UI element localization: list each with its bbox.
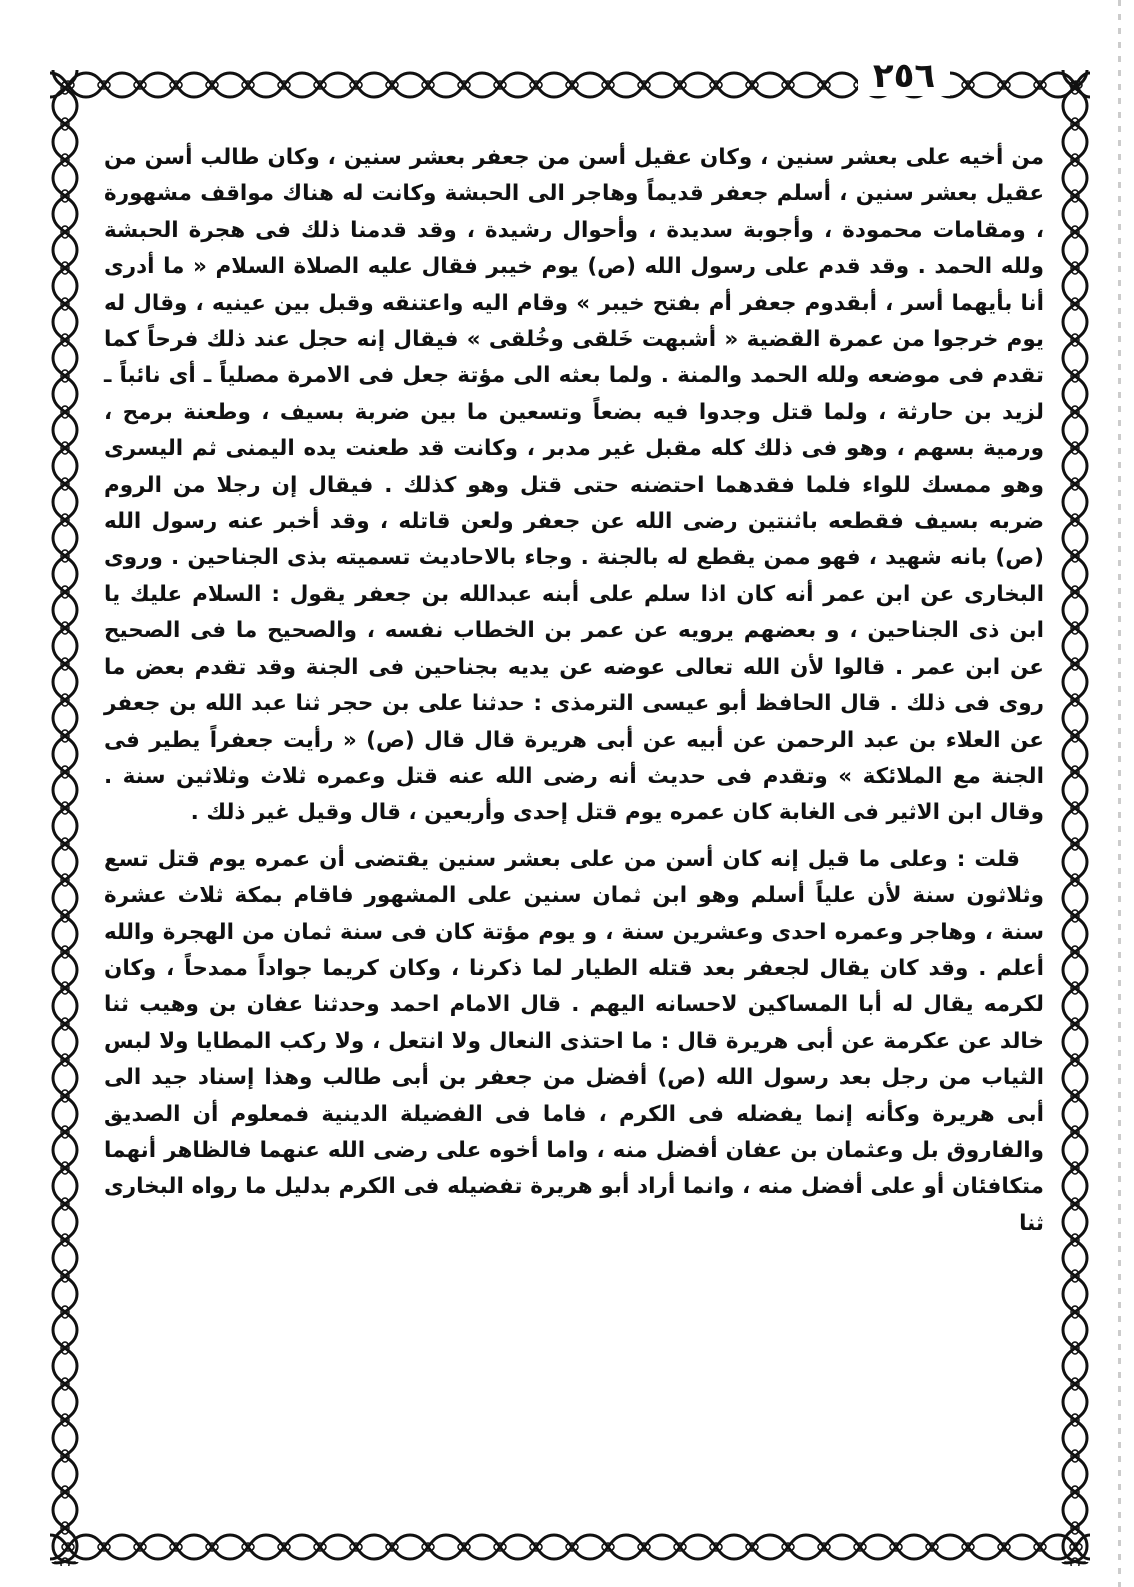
border-motif [590, 1535, 626, 1559]
border-motif [1063, 1294, 1087, 1330]
border-motif [1063, 358, 1087, 394]
border-motif [53, 754, 77, 790]
border-motif [53, 1222, 77, 1258]
border-motif [53, 1474, 77, 1510]
border-motif [1063, 1042, 1087, 1078]
border-motif [1022, 1535, 1058, 1559]
border-motif [1022, 73, 1058, 97]
border-motif [53, 502, 77, 538]
border-motif [1063, 502, 1087, 538]
border-motif [878, 1535, 914, 1559]
border-motif [662, 1535, 698, 1559]
border-motif [302, 73, 338, 97]
border-motif [53, 790, 77, 826]
border-motif [53, 1114, 77, 1150]
border-motif [53, 718, 77, 754]
border-motif [950, 1535, 986, 1559]
border-motif [1063, 1078, 1087, 1114]
border-motif [1063, 754, 1087, 790]
border-motif [518, 1535, 554, 1559]
border-motif [1063, 142, 1087, 178]
border-motif [770, 1535, 806, 1559]
border-motif [374, 1535, 410, 1559]
border-motif [53, 178, 77, 214]
paragraph-1: من أخيه على بعشر سنين ، وكان عقيل أسن من جعفر بعشر سنين ، وكان طالب أسن من عقيل بعشر سنين ، أسلم جعفر قديماً وهاجر الى الحبشة وكانت له هناك مواقف مشهورة ، ومقامات محمودة ، وأجوبة سديدة ، وأحوال رشيدة ، وقد قدمنا ذلك فى هجرة الحبشة ولله الحمد . وقد قدم على رسول الله (ص) يوم خيبر فقال عليه الصلاة السلام « ما أدرى أنا بأيهما أسر ، أبقدوم جعفر أم بفتح خيبر » وقام اليه واعتنقه وقبل بين عينيه ، وقال له يوم خرجوا من عمرة القضية « أشبهت خَلقى وخُلقى » فيقال إنه حجل عند ذلك فرحاً كما تقدم فى موضعه ولله الحمد والمنة . ولما بعثه الى مؤتة جعل فى الامرة مصلياً ـ أى نائباً ـ لزيد بن حارثة ، ولما قتل وجدوا فيه بضعاً وتسعين ما بين ضربة بسيف ، وطعنة برمح ، ورمية بسهم ، وهو فى ذلك كله مقبل غير مدبر ، وكانت قد طعنت يده اليمنى ثم اليسرى وهو ممسك للواء فلما فقدهما احتضنه حتى قتل وهو كذلك . فيقال إن رجلا من الروم ضربه بسيف فقطعه باثنتين رضى الله عن جعفر ولعن قاتله ، وقد أخبر عنه رسول الله (ص) بانه شهيد ، فهو ممن يقطع له بالجنة . وجاء بالاحاديث تسميته بذى الجناحين . وروى البخارى عن ابن عمر أنه كان اذا سلم على أبنه عبدالله بن جعفر يقول : السلام عليك يا ابن ذى الجناحين ، و بعضهم يرويه عن عمر بن الخطاب نفسه ، والصحيح ما فى الصحيح عن ابن عمر . قالوا لأن الله تعالى عوضه عن يديه بجناحين فى الجنة وقد تقدم بعض ما روى فى ذلك . قال الحافظ أبو عيسى الترمذى : حدثنا على بن حجر ثنا عبد الله بن جعفر عن العلاء بن عبد الرحمن عن أبيه عن أبى هريرة قال قال (ص) « رأيت جعفراً يطير فى الجنة مع الملائكة » وتقدم فى حديث أنه رضى الله عنه قتل وعمره ثلاث وثلاثين سنة . وقال ابن الاثير فى الغابة كان عمره يوم قتل إحدى وأربعين ، قال وقيل غير ذلك . [104, 145, 1044, 826]
border-motif [53, 394, 77, 430]
border-motif [1063, 1330, 1087, 1366]
border-motif [986, 1535, 1022, 1559]
border-motif [1063, 1366, 1087, 1402]
border-motif [53, 286, 77, 322]
border-motif [122, 1535, 158, 1559]
border-motif [1063, 970, 1087, 1006]
border-motif [53, 610, 77, 646]
border-motif [626, 1535, 662, 1559]
border-motif [1063, 934, 1087, 970]
border-motif [53, 646, 77, 682]
paragraph-2: قلت : وعلى ما قيل إنه كان أسن من على بعشر سنين يقتضى أن عمره يوم قتل تسع وثلاثون سنة لأن علياً أسلم وهو ابن ثمان سنين على المشهور فاقام بمكة ثلاث عشرة سنة ، وهاجر وعمره احدى وعشرين سنة ، و يوم مؤتة كان فى سنة ثمان من الهجرة والله أعلم . وقد كان يقال لجعفر بعد قتله الطيار لما ذكرنا ، وكان كريما جواداً ممدحاً ، وكان لكرمه يقال له أبا المساكين لاحسانه اليهم . قال الامام احمد وحدثنا عفان بن وهيب ثنا خالد عن عكرمة عن أبى هريرة قال : ما احتذى النعال ولا انتعل ، ولا ركب المطايا ولا لبس الثياب من رجل بعد رسول الله (ص) أفضل من جعفر بن أبى طالب وهذا إسناد جيد الى أبى هريرة وكأنه إنما يفضله فى الكرم ، فاما فى الفضيلة الدينية فمعلوم أن الصديق والفاروق بل وعثمان بن عفان أفضل منه ، واما أخوه على رضى الله عنهما فالظاهر أنهما متكافئان أو على أفضل منه ، وانما أراد أبو هريرة تفضيله فى الكرم بدليل ما رواه البخارى ثنا [104, 846, 1044, 1236]
border-motif [1063, 250, 1087, 286]
border-motif [1063, 1186, 1087, 1222]
border-motif [53, 250, 77, 286]
border-motif [53, 934, 77, 970]
border-motif [1063, 574, 1087, 610]
border-motif [194, 73, 230, 97]
border-motif [230, 1535, 266, 1559]
border-motif [1063, 214, 1087, 250]
border-motif [53, 1258, 77, 1294]
border-motif [446, 73, 482, 97]
border-motif [1063, 430, 1087, 466]
border-motif [53, 214, 77, 250]
border-motif [230, 73, 266, 97]
border-motif [86, 1535, 122, 1559]
border-motif [194, 1535, 230, 1559]
border-motif [53, 1330, 77, 1366]
border-motif [53, 682, 77, 718]
border-motif [1063, 1222, 1087, 1258]
main-text [104, 140, 1044, 1500]
border-motif [1063, 862, 1087, 898]
border-motif [1063, 394, 1087, 430]
border-motif [1063, 790, 1087, 826]
border-motif [554, 73, 590, 97]
border-motif [53, 1402, 77, 1438]
border-motif [1063, 610, 1087, 646]
border-motif [1063, 538, 1087, 574]
border-motif [446, 1535, 482, 1559]
border-motif [806, 73, 842, 97]
border-motif [986, 73, 1022, 97]
border-motif [1063, 466, 1087, 502]
border-motif [53, 1294, 77, 1330]
border-motif [698, 1535, 734, 1559]
border-motif [53, 1366, 77, 1402]
border-motif [1063, 1006, 1087, 1042]
border-motif [53, 1042, 77, 1078]
page-edge-shadow [1118, 0, 1121, 1587]
page-number: ٢٥٦ [858, 56, 950, 96]
border-motif [554, 1535, 590, 1559]
border-motif [1063, 646, 1087, 682]
border-motif [1063, 1510, 1087, 1546]
border-motif [53, 862, 77, 898]
border-motif [53, 1438, 77, 1474]
border-motif [626, 73, 662, 97]
border-motif [1063, 1114, 1087, 1150]
border-motif [482, 73, 518, 97]
border-motif [1063, 1258, 1087, 1294]
border-motif [1063, 1474, 1087, 1510]
border-motif [53, 538, 77, 574]
border-motif [482, 1535, 518, 1559]
border-motif [53, 142, 77, 178]
border-motif [410, 1535, 446, 1559]
border-motif [1063, 178, 1087, 214]
border-motif [53, 1186, 77, 1222]
border-motif [518, 73, 554, 97]
border-motif [1063, 682, 1087, 718]
border-motif [53, 106, 77, 142]
border-motif [302, 1535, 338, 1559]
border-motif [266, 1535, 302, 1559]
border-motif [734, 1535, 770, 1559]
border-motif [842, 1535, 878, 1559]
border-motif [158, 1535, 194, 1559]
border-motif [914, 1535, 950, 1559]
border-motif [1063, 1150, 1087, 1186]
border-motif [86, 73, 122, 97]
border-motif [698, 73, 734, 97]
border-motif [1063, 322, 1087, 358]
border-motif [734, 73, 770, 97]
border-motif [410, 73, 446, 97]
border-motif [374, 73, 410, 97]
border-motif [1063, 1438, 1087, 1474]
border-motif [53, 1078, 77, 1114]
border-motif [1063, 1402, 1087, 1438]
border-motif [806, 1535, 842, 1559]
border-motif [53, 322, 77, 358]
border-motif [1063, 898, 1087, 934]
border-motif [53, 1006, 77, 1042]
border-motif [53, 898, 77, 934]
border-motif [1063, 286, 1087, 322]
border-motif [53, 358, 77, 394]
border-motif [266, 73, 302, 97]
border-motif [1063, 718, 1087, 754]
border-motif [338, 1535, 374, 1559]
border-motif [1063, 826, 1087, 862]
border-motif [950, 73, 986, 97]
border-motif [338, 73, 374, 97]
border-motif [590, 73, 626, 97]
border-motif [122, 73, 158, 97]
border-motif [662, 73, 698, 97]
border-motif [1063, 106, 1087, 142]
border-motif [158, 73, 194, 97]
border-motif [53, 826, 77, 862]
border-motif [53, 430, 77, 466]
border-motif [53, 466, 77, 502]
border-motif [770, 73, 806, 97]
border-motif [53, 970, 77, 1006]
border-motif [53, 574, 77, 610]
border-motif [53, 1150, 77, 1186]
